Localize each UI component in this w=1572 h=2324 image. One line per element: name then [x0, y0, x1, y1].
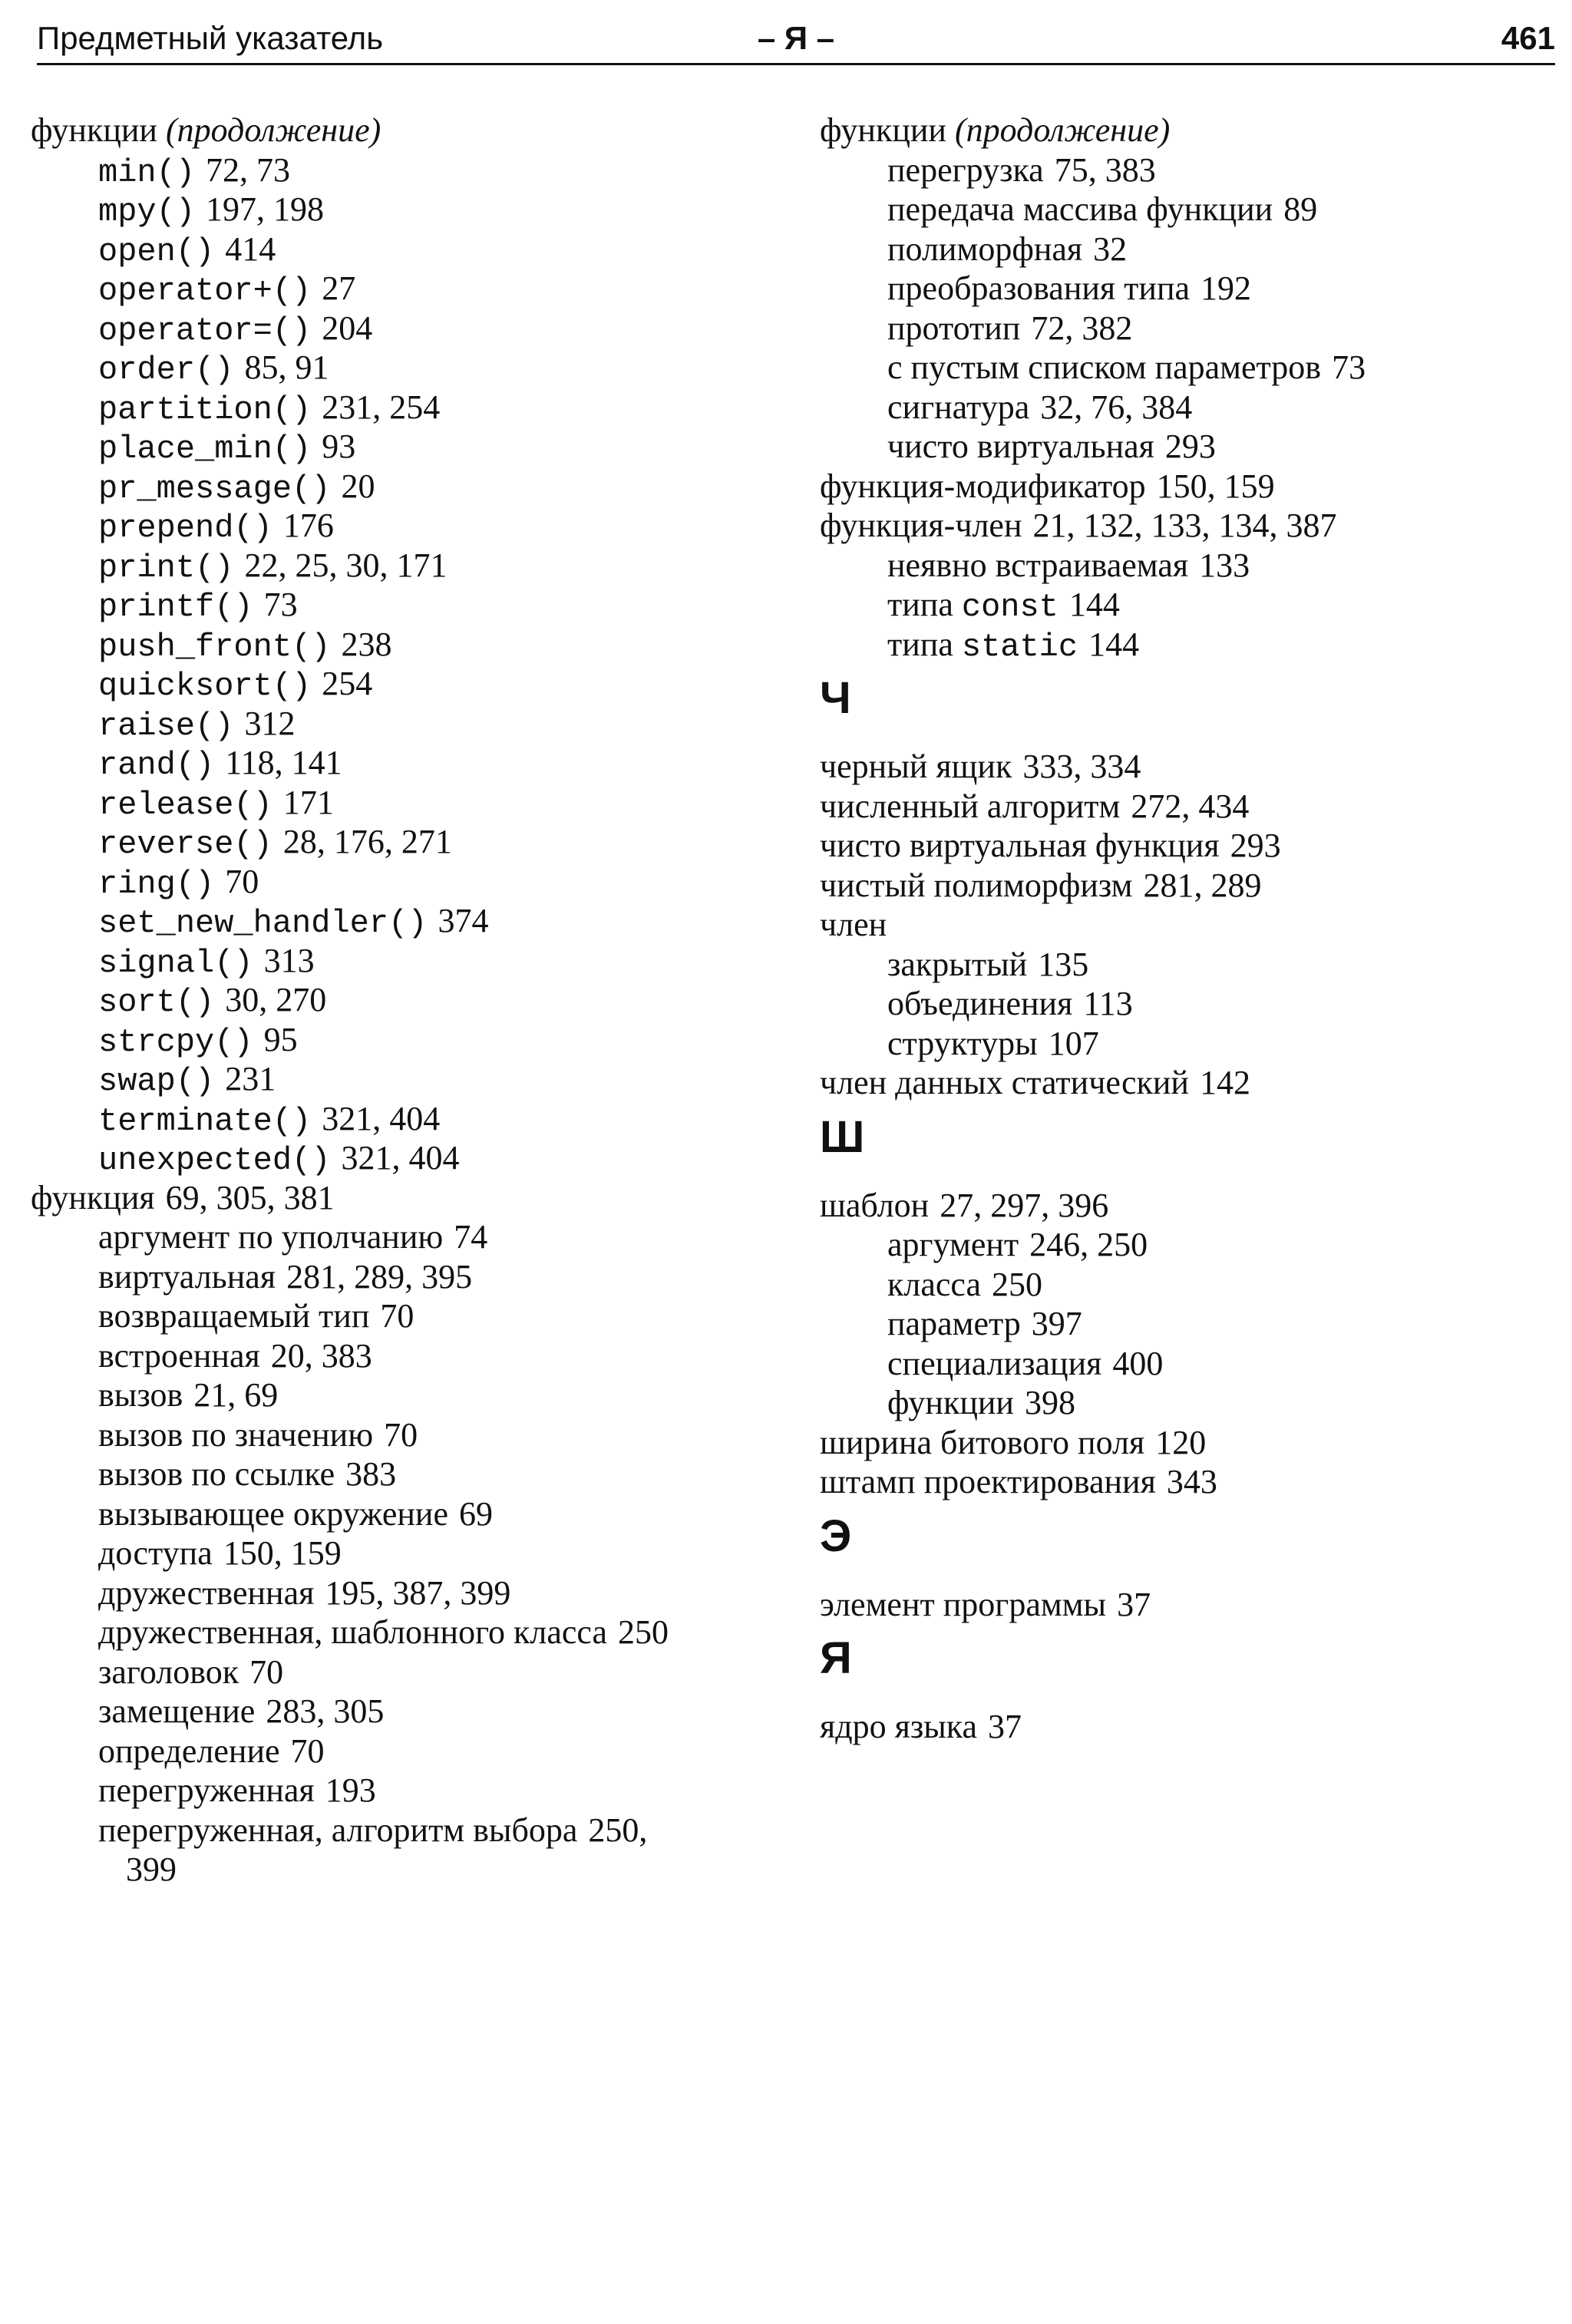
- function-name: set_new_handler(): [98, 905, 428, 942]
- entry-term: ядро языка: [820, 1708, 978, 1745]
- section-letter-heading: Я: [820, 1633, 852, 1683]
- page-refs: 398: [1024, 1384, 1075, 1421]
- index-subentry: [31, 309, 768, 348]
- page-refs: 135: [1038, 945, 1089, 983]
- page-refs: 85, 91: [244, 348, 329, 386]
- index-entry: [820, 787, 1557, 827]
- page-refs: 231: [225, 1060, 276, 1098]
- function-name: ring(): [98, 865, 215, 903]
- function-name: release(): [98, 786, 272, 824]
- page-refs: 192: [1200, 269, 1252, 307]
- subentry-term: закрытый: [887, 945, 1028, 983]
- page-refs: 70: [380, 1297, 414, 1335]
- entry-term: ширина битового поля: [820, 1423, 1145, 1461]
- page-refs: 27: [322, 269, 356, 307]
- index-subentry: [31, 901, 768, 941]
- page-refs: 133: [1199, 546, 1250, 584]
- page-number: 461: [1501, 20, 1555, 56]
- page-refs: 20, 383: [270, 1336, 372, 1375]
- index-subentry: [31, 1731, 768, 1771]
- index-subentry: [820, 150, 1557, 190]
- index-entry: [820, 1462, 1557, 1502]
- entry-term: шаблон: [820, 1186, 930, 1224]
- index-entry: [820, 506, 1557, 546]
- page-refs: 204: [322, 309, 373, 347]
- page-refs: 32: [1093, 229, 1128, 268]
- index-subentry: [31, 783, 768, 823]
- page-refs: 254: [322, 665, 373, 702]
- continuation-note: (продолжение): [954, 111, 1171, 149]
- index-subentry: [31, 546, 768, 586]
- index-subentry: [31, 1296, 768, 1336]
- subentry-term: аргумент: [887, 1226, 1019, 1263]
- subentry-term: прототип: [887, 309, 1021, 347]
- index-entry: [820, 747, 1557, 787]
- page-refs: 74: [454, 1218, 488, 1256]
- index-subentry: [31, 585, 768, 625]
- subentry-term: сигнатура: [887, 388, 1030, 426]
- page-refs: 238: [341, 625, 392, 663]
- index-subentry: [31, 506, 768, 546]
- index-subentry: [31, 980, 768, 1020]
- index-subentry: [31, 1099, 768, 1139]
- index-subentry: [31, 348, 768, 388]
- index-entry: [820, 1063, 1557, 1103]
- subentry-term: с пустым списком параметров: [887, 348, 1322, 386]
- function-name: mpy(): [98, 193, 196, 230]
- code-keyword: const: [961, 589, 1058, 626]
- subentry-term: вызов по ссылке: [98, 1455, 335, 1493]
- index-subentry: [31, 1257, 768, 1297]
- page-refs: 414: [225, 229, 276, 268]
- index-subentry: [31, 1217, 768, 1257]
- subentry-term: вызов по значению: [98, 1415, 374, 1454]
- subentry-term: неявно встраиваемая: [887, 546, 1189, 584]
- index-subentry: [31, 388, 768, 427]
- page-refs: 399: [126, 1850, 177, 1888]
- subentry-term: чисто виртуальная: [887, 427, 1154, 465]
- entry-term: функции: [820, 111, 946, 149]
- section-letter-heading: Э: [820, 1510, 852, 1561]
- page-refs: 313: [263, 941, 315, 979]
- subentry-term: дружественная: [98, 1573, 315, 1612]
- index-subentry: [31, 1771, 768, 1811]
- page-refs: 397: [1031, 1305, 1082, 1342]
- section-letter-heading: Ч: [820, 673, 851, 723]
- index-subentry: [31, 229, 768, 269]
- entry-term: элемент программы: [820, 1585, 1107, 1623]
- entry-term: член: [820, 906, 887, 943]
- page-refs: 107: [1048, 1024, 1099, 1062]
- page-refs: 22, 25, 30, 171: [244, 546, 447, 584]
- page-refs: 195, 387, 399: [325, 1573, 511, 1612]
- index-subentry: [31, 150, 768, 190]
- entry-term: функция-модификатор: [820, 467, 1146, 505]
- page-refs: 281, 289: [1143, 866, 1262, 904]
- page-refs: 93: [322, 427, 356, 465]
- page-refs: 70: [225, 862, 259, 900]
- index-subentry: [31, 1059, 768, 1099]
- subentry-term: функции: [887, 1384, 1014, 1421]
- entry-term: чисто виртуальная функция: [820, 827, 1220, 864]
- subentry-term: параметр: [887, 1305, 1021, 1342]
- page-refs: 70: [384, 1415, 418, 1454]
- subentry-term: перегрузка: [887, 150, 1044, 189]
- page-refs: 75, 383: [1054, 150, 1156, 189]
- index-column-left: [31, 111, 768, 1890]
- page-refs: 28, 176, 271: [282, 823, 452, 860]
- index-subentry: [820, 1344, 1557, 1384]
- index-entry: [820, 1585, 1557, 1625]
- page-refs: 37: [988, 1708, 1022, 1745]
- function-name: terminate(): [98, 1102, 312, 1140]
- page-refs: 321, 404: [322, 1099, 441, 1137]
- page-refs: 171: [282, 783, 334, 821]
- page-refs: 142: [1199, 1064, 1250, 1101]
- page-refs: 70: [249, 1652, 284, 1691]
- function-name: prepend(): [98, 510, 272, 546]
- index-subentry: [31, 664, 768, 704]
- index-subentry: [31, 1415, 768, 1455]
- index-subentry: [820, 945, 1557, 985]
- page-refs: 73: [1332, 348, 1366, 386]
- function-name: swap(): [98, 1063, 215, 1100]
- page-refs: 176: [282, 507, 334, 544]
- subentry-term: преобразования типа: [887, 269, 1191, 307]
- section-letter: – Я –: [757, 20, 835, 56]
- subentry-term: класса: [887, 1265, 981, 1303]
- page-refs: 150, 159: [223, 1534, 342, 1572]
- index-entry: [31, 1178, 768, 1218]
- index-subentry: [820, 1265, 1557, 1305]
- page-refs: 197, 198: [206, 190, 325, 228]
- subentry-term: виртуальная: [98, 1257, 276, 1296]
- page-refs: 20: [341, 467, 375, 505]
- function-name: operator=(): [98, 312, 312, 349]
- index-subentry: [31, 1533, 768, 1573]
- index-subentry: [31, 862, 768, 902]
- function-name: partition(): [98, 391, 312, 428]
- subentry-term: аргумент по уполчанию: [98, 1218, 444, 1256]
- index-entry: [820, 1186, 1557, 1226]
- index-entry: [820, 826, 1557, 866]
- index-subentry: [31, 190, 768, 229]
- index-subentry: [820, 427, 1557, 467]
- function-name: print(): [98, 549, 234, 586]
- index-subentry: [820, 1383, 1557, 1423]
- index-subentry: [820, 190, 1557, 229]
- subentry-term: дружественная, шаблонного класса: [98, 1613, 608, 1651]
- continuation-note: (продолжение): [165, 111, 381, 149]
- index-subentry: [820, 1304, 1557, 1344]
- index-subentry: [31, 1454, 768, 1494]
- index-subentry: [820, 984, 1557, 1024]
- function-name: printf(): [98, 589, 253, 626]
- index-entry: [820, 905, 1557, 945]
- page-refs: 400: [1112, 1344, 1164, 1382]
- subentry-term: вызывающее окружение: [98, 1494, 449, 1533]
- page-refs: 250,: [588, 1811, 648, 1849]
- page-refs: 193: [325, 1771, 376, 1809]
- page-refs: 72, 382: [1031, 309, 1133, 347]
- page-refs: 321, 404: [341, 1139, 460, 1177]
- subentry-term: структуры: [887, 1024, 1038, 1062]
- index-subentry: [31, 1652, 768, 1692]
- entry-term: функция: [31, 1178, 155, 1216]
- page-refs: 144: [1068, 586, 1120, 623]
- function-name: operator+(): [98, 272, 312, 309]
- index-subentry: [820, 388, 1557, 427]
- index-subentry: [820, 546, 1557, 586]
- index-subentry: [31, 1573, 768, 1613]
- index-column-right: [820, 111, 1557, 1747]
- index-subentry: [820, 269, 1557, 309]
- index-entry: [820, 1707, 1557, 1747]
- subentry-term: полиморфная: [887, 229, 1083, 268]
- page-refs: 120: [1155, 1423, 1207, 1461]
- subentry-term: определение: [98, 1731, 280, 1770]
- index-entry: [820, 1423, 1557, 1463]
- page-refs: 89: [1283, 190, 1318, 228]
- index-subentry: [31, 625, 768, 665]
- subentry-term: встроенная: [98, 1336, 260, 1375]
- index-subentry: [31, 1494, 768, 1534]
- index-subentry: [31, 467, 768, 507]
- page-refs: 113: [1083, 985, 1133, 1022]
- section-letter-heading: Ш: [820, 1111, 865, 1162]
- index-subentry: [820, 309, 1557, 348]
- index-subentry: [820, 229, 1557, 269]
- index-subentry: [31, 1692, 768, 1731]
- function-name: quicksort(): [98, 668, 312, 705]
- running-header: [37, 14, 1555, 65]
- subentry-term: передача массива функции: [887, 190, 1273, 228]
- function-name: push_front(): [98, 628, 331, 665]
- page-refs: 333, 334: [1022, 748, 1141, 785]
- index-subentry: [820, 585, 1557, 625]
- subentry-term: вызов: [98, 1376, 183, 1414]
- function-name: reverse(): [98, 826, 272, 863]
- function-name: min(): [98, 154, 196, 191]
- page-refs: 69, 305, 381: [165, 1178, 335, 1216]
- page-refs: 21, 69: [193, 1376, 279, 1414]
- function-name: strcpy(): [98, 1023, 253, 1061]
- subentry-term: доступа: [98, 1534, 213, 1572]
- subentry-term: перегруженная, алгоритм выбора: [98, 1811, 578, 1849]
- page-refs: 70: [290, 1731, 325, 1770]
- page-refs: 312: [244, 704, 296, 742]
- function-name: unexpected(): [98, 1142, 331, 1179]
- index-subentry: [31, 1375, 768, 1415]
- page-refs: 27, 297, 396: [940, 1186, 1109, 1224]
- index-subentry: [31, 743, 768, 783]
- index-subentry: [31, 427, 768, 467]
- page-refs: 250: [618, 1613, 669, 1651]
- index-subentry: [31, 1613, 768, 1652]
- section-title: Предметный указатель: [37, 20, 384, 56]
- page-refs: 383: [345, 1455, 397, 1493]
- index-entry-heading: [31, 111, 768, 150]
- page-refs: 21, 132, 133, 134, 387: [1032, 507, 1337, 544]
- index-subentry: [31, 269, 768, 309]
- index-subentry-continuation: [31, 1850, 768, 1890]
- function-name: signal(): [98, 944, 253, 982]
- index-subentry: [820, 1024, 1557, 1064]
- index-subentry: [31, 941, 768, 981]
- entry-term: функции: [31, 111, 157, 149]
- page-refs: 150, 159: [1156, 467, 1275, 505]
- page-refs: 281, 289, 395: [286, 1257, 473, 1296]
- page-refs: 246, 250: [1029, 1226, 1148, 1263]
- index-subentry: [31, 1020, 768, 1060]
- page-refs: 37: [1117, 1585, 1151, 1623]
- entry-term: член данных статический: [820, 1064, 1189, 1101]
- index-subentry: [31, 822, 768, 862]
- page-refs: 293: [1230, 827, 1281, 864]
- code-keyword: static: [961, 628, 1078, 665]
- page-refs: 293: [1164, 427, 1216, 465]
- page-refs: 32, 76, 384: [1040, 388, 1193, 426]
- subentry-term: заголовок: [98, 1652, 239, 1691]
- subentry-term: замещение: [98, 1692, 256, 1730]
- page-refs: 231, 254: [322, 388, 441, 426]
- subentry-term: перегруженная: [98, 1771, 315, 1809]
- function-name: order(): [98, 352, 234, 388]
- index-entry-heading: [820, 111, 1557, 150]
- function-name: open(): [98, 233, 215, 270]
- page-refs: 272, 434: [1131, 787, 1250, 825]
- function-name: place_min(): [98, 431, 312, 467]
- page-refs: 30, 270: [225, 981, 327, 1018]
- page-refs: 343: [1166, 1463, 1217, 1500]
- subentry-term: специализация: [887, 1344, 1102, 1382]
- subentry-term: типа: [887, 625, 953, 663]
- index-subentry: [31, 1336, 768, 1376]
- page-refs: 250: [992, 1265, 1042, 1303]
- subentry-term: типа: [887, 586, 953, 623]
- page-refs: 118, 141: [225, 744, 342, 781]
- index-subentry: [820, 1225, 1557, 1265]
- page-refs: 95: [263, 1020, 298, 1058]
- function-name: raise(): [98, 707, 234, 744]
- page-refs: 72, 73: [206, 150, 291, 189]
- function-name: pr_message(): [98, 470, 331, 507]
- page-refs: 283, 305: [266, 1692, 385, 1730]
- page-refs: 69: [459, 1494, 494, 1533]
- page-refs: 73: [263, 586, 298, 623]
- entry-term: чистый полиморфизм: [820, 866, 1133, 904]
- subentry-term: объединения: [887, 985, 1073, 1022]
- function-name: sort(): [98, 984, 215, 1021]
- entry-term: функция-член: [820, 507, 1022, 544]
- index-subentry: [31, 1138, 768, 1178]
- entry-term: численный алгоритм: [820, 787, 1121, 825]
- index-subentry: [31, 704, 768, 744]
- index-subentry: [820, 348, 1557, 388]
- index-subentry: [820, 625, 1557, 665]
- subentry-term: возвращаемый тип: [98, 1297, 370, 1335]
- index-subentry: [31, 1811, 768, 1850]
- entry-term: штамп проектирования: [820, 1463, 1156, 1500]
- index-entry: [820, 866, 1557, 906]
- page-refs: 374: [438, 902, 489, 939]
- function-name: rand(): [98, 747, 215, 784]
- index-entry: [820, 467, 1557, 507]
- page-refs: 144: [1088, 625, 1140, 663]
- entry-term: черный ящик: [820, 748, 1012, 785]
